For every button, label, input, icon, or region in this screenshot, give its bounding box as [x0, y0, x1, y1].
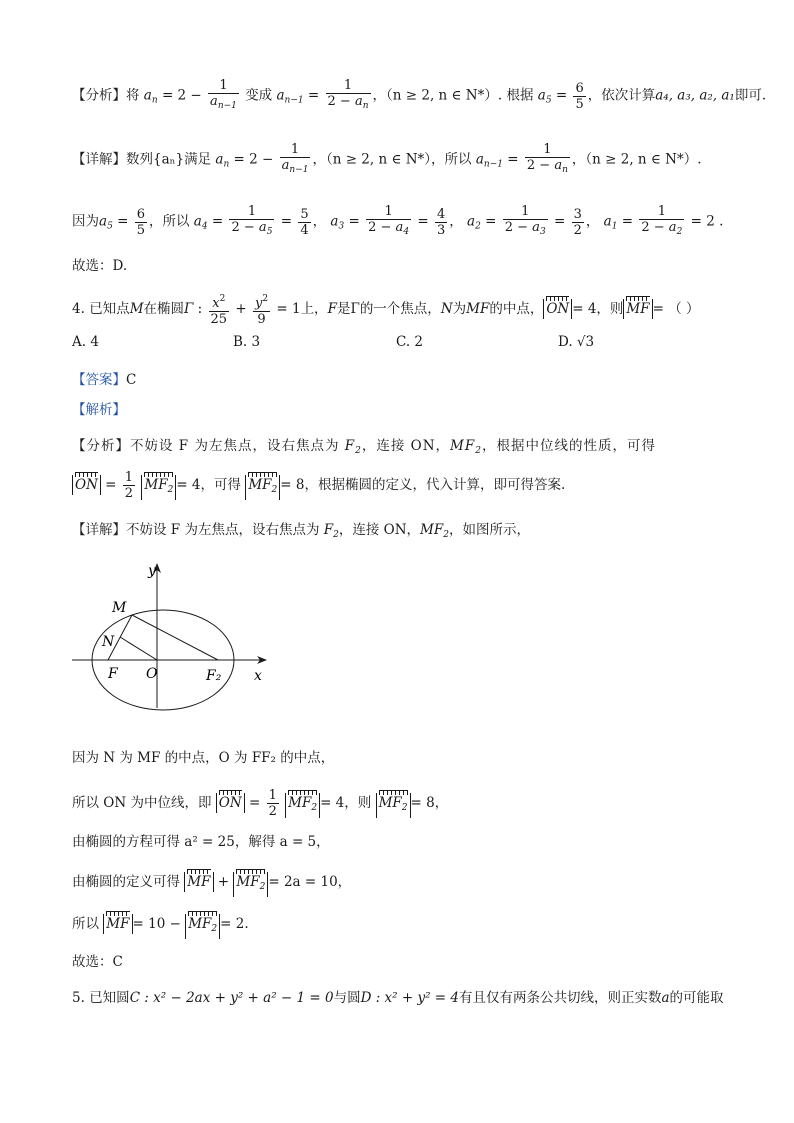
fraction: $\frac{4}{3}$ — [436, 206, 446, 238]
fraction: $\frac{6}{5}$ — [136, 206, 145, 238]
q3-detail-line: 【详解】数列{aₙ}满足 $a_n = 2$ − $\frac{1}{a_{n-1}}$ ，（n ≥ 2, n ∈ N*），所以 $a_{n-1}$ = $\frac{1}{2 - a_n}$ ，（n ≥ 2, n ∈ N*）. — [72, 142, 702, 178]
fraction: $\frac{1}{2 - a_5}$ — [231, 204, 273, 237]
fraction: $\frac{1}{a_{n-1}}$ — [210, 78, 237, 111]
analysis-tag: 【分析】 — [72, 87, 126, 104]
q4-eq-2: 由椭圆的定义可得 MF + $MF_2 = 2a = 10$， — [72, 872, 351, 897]
fraction: $\frac{y^2}{9}$ — [254, 294, 269, 327]
segment-on — [120, 637, 157, 660]
q4-mid-1: 因为 N 为 MF 的中点，O 为 FF₂ 的中点， — [72, 750, 335, 766]
q4-eq-1: 由椭圆的方程可得 a² = 25，解得 a = 5， — [72, 834, 330, 850]
fraction: $\frac{1}{2 - a_2}$ — [641, 204, 683, 237]
fraction: $\frac{5}{4}$ — [300, 206, 309, 238]
option-a: A. 4 — [72, 334, 99, 350]
fraction: $\frac{1}{2 - a_3}$ — [504, 204, 546, 237]
label-f: F — [108, 666, 118, 682]
label-o: O — [146, 666, 158, 682]
label-m: M — [112, 600, 127, 616]
ellipse-figure — [68, 558, 278, 718]
detail-tag: 【详解】 — [72, 151, 126, 168]
q3-compute-line: 因为$a_5$ = $\frac{6}{5}$ ，所以 $a_4$ = $\frac{1}{2 - a_5}$ = $\frac{5}{4}$ ， $a_3$ = $\frac{1}{2 - a_4}$ = $\frac{4}{3}$ ， $a_2$ = $\frac{1}{2 - a_3}$ = $\frac{3}{2}$ ， $a_1$ = $\frac{1}{2 - a_2}$ = 2 . — [72, 204, 723, 240]
q4-stem: 4. 已知点M在椭圆Γ : $\frac{x^2}{25}$ + $\frac{y^2}{9}$ = 1上，F是Γ的一个焦点，N为MF的中点， ON = 4，则 MF = （ ） — [72, 294, 700, 327]
fraction: $\frac{6}{5}$ — [575, 80, 584, 112]
q4-eq-3: 所以 MF = $10 - MF_2 = 2$. — [72, 914, 249, 939]
label-y: y — [148, 563, 156, 579]
answer-value: C — [126, 372, 137, 388]
q5-stem: 5. 已知圆C : x² − 2ax + y² + a² − 1 = 0与圆D : x² + y² = 4有且仅有两条公共切线，则正实数a的可能取 — [72, 990, 724, 1006]
fraction: $\frac{x^2}{25}$ — [210, 294, 228, 327]
q4-mid-2: 所以 ON 为中位线，即 ON = $\frac{1}{2}$ $MF_2 = 4$，则 $MF_2 = 8$， — [72, 788, 449, 819]
fraction: $\frac{3}{2}$ — [573, 206, 582, 238]
label-n: N — [102, 634, 115, 650]
label-x: x — [254, 668, 262, 684]
fraction: $\frac{1}{2 - a_n}$ — [327, 78, 369, 111]
jiexi-tag: 【解析】 — [72, 402, 126, 418]
fraction: $\frac{1}{a_{n-1}}$ — [281, 142, 309, 175]
q3-choice: 故选：D. — [72, 258, 128, 274]
segment-mf2 — [132, 615, 218, 660]
fraction: $\frac{1}{2 - a_n}$ — [526, 142, 568, 175]
option-d: D. √3 — [558, 334, 595, 350]
option-b: B. 3 — [233, 334, 261, 350]
fraction: $\frac{1}{2}$ — [124, 470, 134, 501]
fraction: $\frac{1}{2}$ — [268, 788, 277, 819]
q4-detail-line: 【详解】不妨设 F 为左焦点，设右焦点为 $F_2$，连接 ON，$MF_2$，如图所示， — [72, 522, 530, 540]
fraction: $\frac{1}{2 - a_4}$ — [368, 204, 410, 237]
label-f2: F₂ — [206, 668, 222, 684]
answer-line: 【答案】C — [72, 372, 137, 388]
q4-analysis-line2: ON = $\frac{1}{2}$ $MF_2 = 4$，可得 $MF_2 = 8$，根据椭圆的定义，代入计算，即可得答案. — [72, 470, 565, 501]
q3-analysis-line: 【分析】将 $a_n = 2$ − $\frac{1}{a_{n-1}}$ 变成 $a_{n-1}$ = $\frac{1}{2 - a_n}$ ，（n ≥ 2, n ∈ N*）. 根据 $a_5$ = $\frac{6}{5}$ ，依次计算a₄, a₃, a₂, a₁即可. — [72, 78, 766, 114]
option-c: C. 2 — [396, 334, 424, 350]
q4-analysis-line1: 【分析】不妨设 F 为左焦点，设右焦点为 $F_2$，连接 ON，$MF_2$，根据中位线的性质，可得 — [72, 438, 656, 456]
q4-choice: 故选：C — [72, 954, 123, 970]
